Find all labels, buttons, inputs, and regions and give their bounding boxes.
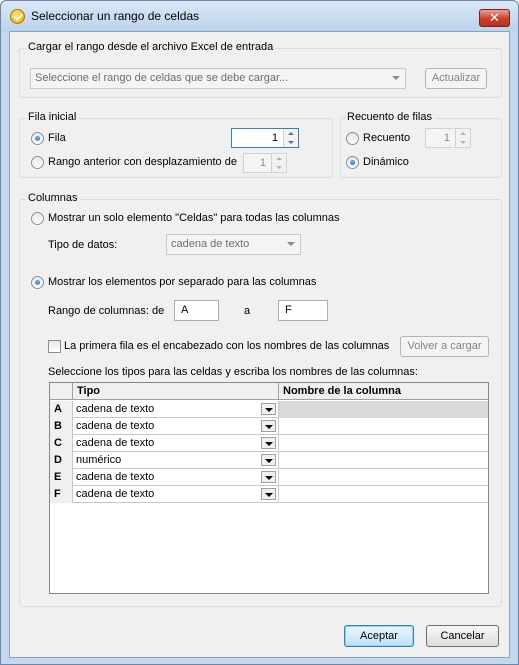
arrow-down-icon bbox=[460, 141, 466, 144]
count-spinner-value: 1 bbox=[443, 132, 450, 144]
row-spinner[interactable] bbox=[231, 128, 299, 148]
range-to-label: a bbox=[244, 305, 251, 317]
single-element-radio[interactable] bbox=[31, 212, 44, 225]
close-button[interactable]: ✕ bbox=[479, 9, 510, 27]
grid-corner-cell bbox=[50, 383, 73, 400]
column-name-cell[interactable] bbox=[279, 401, 488, 418]
dynamic-radio-label: Dinámico bbox=[363, 156, 409, 168]
row-header: F bbox=[50, 486, 73, 503]
cancel-button[interactable]: Cancelar bbox=[426, 625, 499, 647]
grid-header-name: Nombre de la columna bbox=[283, 385, 401, 397]
chevron-down-icon bbox=[287, 242, 295, 246]
data-type-label: Tipo de datos: bbox=[48, 239, 118, 251]
column-range-label: Rango de columnas: de bbox=[48, 305, 165, 317]
single-element-label: Mostrar un solo elemento "Celdas" para todas las columnas bbox=[48, 212, 340, 224]
columns-legend: Columnas bbox=[28, 192, 78, 204]
column-name-cell[interactable] bbox=[279, 469, 488, 486]
column-name-cell[interactable] bbox=[279, 452, 488, 469]
arrow-down-icon bbox=[288, 141, 294, 144]
type-value: cadena de texto bbox=[76, 437, 155, 449]
chevron-down-icon[interactable] bbox=[261, 471, 276, 483]
table-row bbox=[50, 418, 488, 435]
range-select-placeholder: Seleccione el rango de celdas que se debe cargar... bbox=[35, 72, 289, 84]
title-bar bbox=[1, 1, 518, 31]
separate-elements-radio[interactable] bbox=[31, 276, 44, 289]
type-select[interactable] bbox=[73, 435, 279, 452]
type-select[interactable] bbox=[73, 486, 279, 503]
count-radio[interactable] bbox=[346, 132, 359, 145]
type-select[interactable] bbox=[73, 452, 279, 469]
arrow-up-icon bbox=[288, 132, 294, 135]
type-select[interactable] bbox=[73, 469, 279, 486]
column-name-cell[interactable] bbox=[279, 418, 488, 435]
row-header: E bbox=[50, 469, 73, 486]
dialog-client bbox=[9, 31, 510, 658]
offset-radio-label: Rango anterior con desplazamiento de bbox=[48, 156, 237, 168]
spinner-buttons[interactable] bbox=[455, 129, 470, 147]
column-types-grid bbox=[49, 382, 489, 594]
table-row bbox=[50, 435, 488, 452]
header-row-checkbox-label: La primera fila es el encabezado con los nombres de las columnas bbox=[64, 340, 390, 352]
type-value: cadena de texto bbox=[76, 403, 155, 415]
count-spinner[interactable] bbox=[425, 128, 471, 148]
row-radio[interactable] bbox=[31, 132, 44, 145]
table-row bbox=[50, 486, 488, 503]
table-row bbox=[50, 469, 488, 486]
range-to-input[interactable]: F bbox=[278, 300, 328, 321]
range-from-input[interactable]: A bbox=[174, 300, 219, 321]
arrow-down-icon bbox=[276, 166, 282, 169]
type-value: numérico bbox=[76, 454, 122, 466]
ok-button[interactable]: Aceptar bbox=[344, 625, 414, 647]
offset-spinner-value: 1 bbox=[259, 157, 266, 169]
offset-radio[interactable] bbox=[31, 156, 44, 169]
start-row-legend: Fila inicial bbox=[28, 111, 77, 123]
row-header: D bbox=[50, 452, 73, 469]
chevron-down-icon[interactable] bbox=[261, 454, 276, 466]
arrow-up-icon bbox=[276, 157, 282, 160]
grid-caption: Seleccione los tipos para las celdas y escriba los nombres de las columnas: bbox=[48, 366, 418, 378]
column-name-cell[interactable] bbox=[279, 435, 488, 452]
arrow-up-icon bbox=[460, 132, 466, 135]
dynamic-radio[interactable] bbox=[346, 156, 359, 169]
window-title: Seleccionar un rango de celdas bbox=[31, 9, 200, 23]
column-name-cell[interactable] bbox=[279, 486, 488, 503]
count-radio-label: Recuento bbox=[363, 132, 411, 144]
data-type-select[interactable] bbox=[166, 234, 301, 255]
table-row bbox=[50, 452, 488, 469]
grid-header-type: Tipo bbox=[73, 383, 279, 400]
header-row-checkbox[interactable] bbox=[48, 340, 61, 353]
chevron-down-icon[interactable] bbox=[261, 420, 276, 432]
type-select[interactable] bbox=[73, 401, 279, 418]
update-button[interactable]: Actualizar bbox=[425, 68, 487, 89]
spinner-buttons[interactable] bbox=[271, 154, 286, 172]
separate-elements-label: Mostrar los elementos por separado para las columnas bbox=[48, 276, 317, 288]
range-select[interactable] bbox=[30, 68, 406, 89]
load-range-legend: Cargar el rango desde el archivo Excel de entrada bbox=[28, 41, 274, 53]
type-value: cadena de texto bbox=[76, 488, 155, 500]
chevron-down-icon[interactable] bbox=[261, 437, 276, 449]
offset-spinner[interactable] bbox=[243, 153, 287, 173]
row-count-group bbox=[340, 118, 502, 178]
chevron-down-icon[interactable] bbox=[261, 488, 276, 500]
row-count-legend: Recuento de filas bbox=[347, 111, 432, 123]
grid-header-row bbox=[50, 383, 488, 400]
app-logo-icon bbox=[10, 9, 25, 24]
data-type-value: cadena de texto bbox=[171, 238, 250, 250]
row-header: B bbox=[50, 418, 73, 435]
row-spinner-value: 1 bbox=[271, 132, 278, 144]
type-value: cadena de texto bbox=[76, 471, 155, 483]
type-value: cadena de texto bbox=[76, 420, 155, 432]
chevron-down-icon bbox=[392, 76, 400, 80]
spinner-buttons[interactable] bbox=[283, 129, 298, 147]
type-select[interactable] bbox=[73, 418, 279, 435]
table-row bbox=[50, 401, 488, 418]
reload-button[interactable]: Volver a cargar bbox=[400, 336, 489, 357]
chevron-down-icon[interactable] bbox=[261, 403, 276, 415]
row-header: C bbox=[50, 435, 73, 452]
row-radio-label: Fila bbox=[48, 132, 66, 144]
row-header: A bbox=[50, 401, 73, 418]
